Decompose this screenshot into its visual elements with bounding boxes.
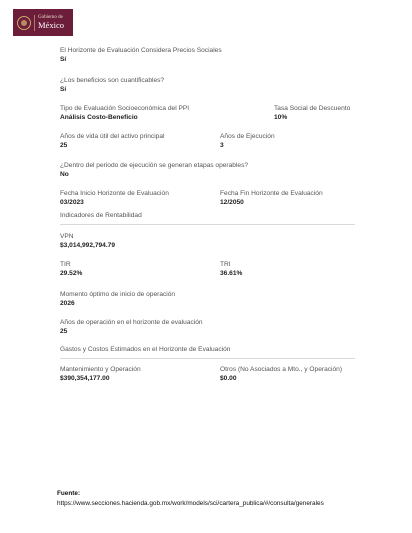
field-label: Tipo de Evaluación Socioeconómica del PPI [60,105,190,112]
field-etapas-operables [60,163,248,178]
field-tri [220,262,242,277]
field-anios-operacion [60,320,203,335]
field-label: Fecha Fin Horizonte de Evaluación [220,190,323,197]
field-label: Otros (No Asociados a Mto., y Operación) [220,366,343,373]
field-value: 29.52% [60,269,83,277]
field-value: 03/2023 [60,198,84,206]
section-title-rentabilidad: Indicadores de Rentabilidad [60,212,142,219]
field-label: El Horizonte de Evaluación Considera Precios Sociales [60,47,222,54]
field-label: Fecha Inicio Horizonte de Evaluación [60,190,169,197]
section-divider [60,358,355,359]
field-label: TIR [60,261,71,268]
field-label: TRI [220,261,231,268]
field-value: 25 [60,327,68,335]
source-note [57,491,324,508]
field-value: 3 [220,141,224,149]
field-label: Momento óptimo de inicio de operación [60,291,176,298]
section-divider [60,224,355,225]
field-tipo-evaluacion [60,106,189,121]
source-label: Fuente: [57,490,81,497]
field-otros [220,367,342,382]
field-value: 2026 [60,299,75,307]
logo-line1: Gobierno de [38,15,63,21]
field-fecha-fin [220,191,323,206]
field-value: $390,354,177.00 [60,374,110,382]
logo-divider [34,15,35,31]
field-tasa-descuento [274,106,350,121]
logo-text [38,15,64,30]
field-value: $0.00 [220,374,237,382]
field-beneficios [60,78,164,93]
field-value: Análisis Costo-Beneficio [60,113,138,121]
field-value: Sí [60,55,67,63]
field-label: ¿Los beneficios son cuantificables? [60,77,165,84]
eagle-seal-icon [17,16,31,30]
field-value: $3,014,992,794.79 [60,241,116,249]
field-precios-sociales [60,48,222,63]
field-vida-util [60,134,164,149]
section-title-gastos: Gastos y Costos Estimados en el Horizonte de Evaluación [60,346,231,353]
source-url: https://www.secciones.hacienda.gob.mx/work/models/sci/cartera_publica/#/consulta/generales [57,500,324,508]
field-label: Años de operación en el horizonte de evaluación [60,319,203,326]
logo-line2: México [38,20,64,31]
field-value: 25 [60,141,68,149]
field-label: VPN [60,233,74,240]
field-vpn [60,234,115,249]
field-value: 12/2050 [220,198,244,206]
field-value: 36.61% [220,269,243,277]
gobierno-de-mexico-logo [13,9,73,36]
field-momento-optimo [60,292,175,307]
field-label: Mantenimiento y Operación [60,366,141,373]
field-value: 10% [274,113,288,121]
field-label: Años de vida útil del activo principal [60,133,165,140]
field-fecha-inicio [60,191,169,206]
field-anios-ejecucion [220,134,275,149]
field-label: ¿Dentro del periodo de ejecución se generan etapas operables? [60,162,249,169]
field-value: Sí [60,85,67,93]
field-label: Tasa Social de Descuento [274,105,351,112]
field-value: No [60,170,69,178]
field-mantenimiento [60,367,141,382]
field-tir [60,262,82,277]
field-label: Años de Ejecución [220,133,275,140]
